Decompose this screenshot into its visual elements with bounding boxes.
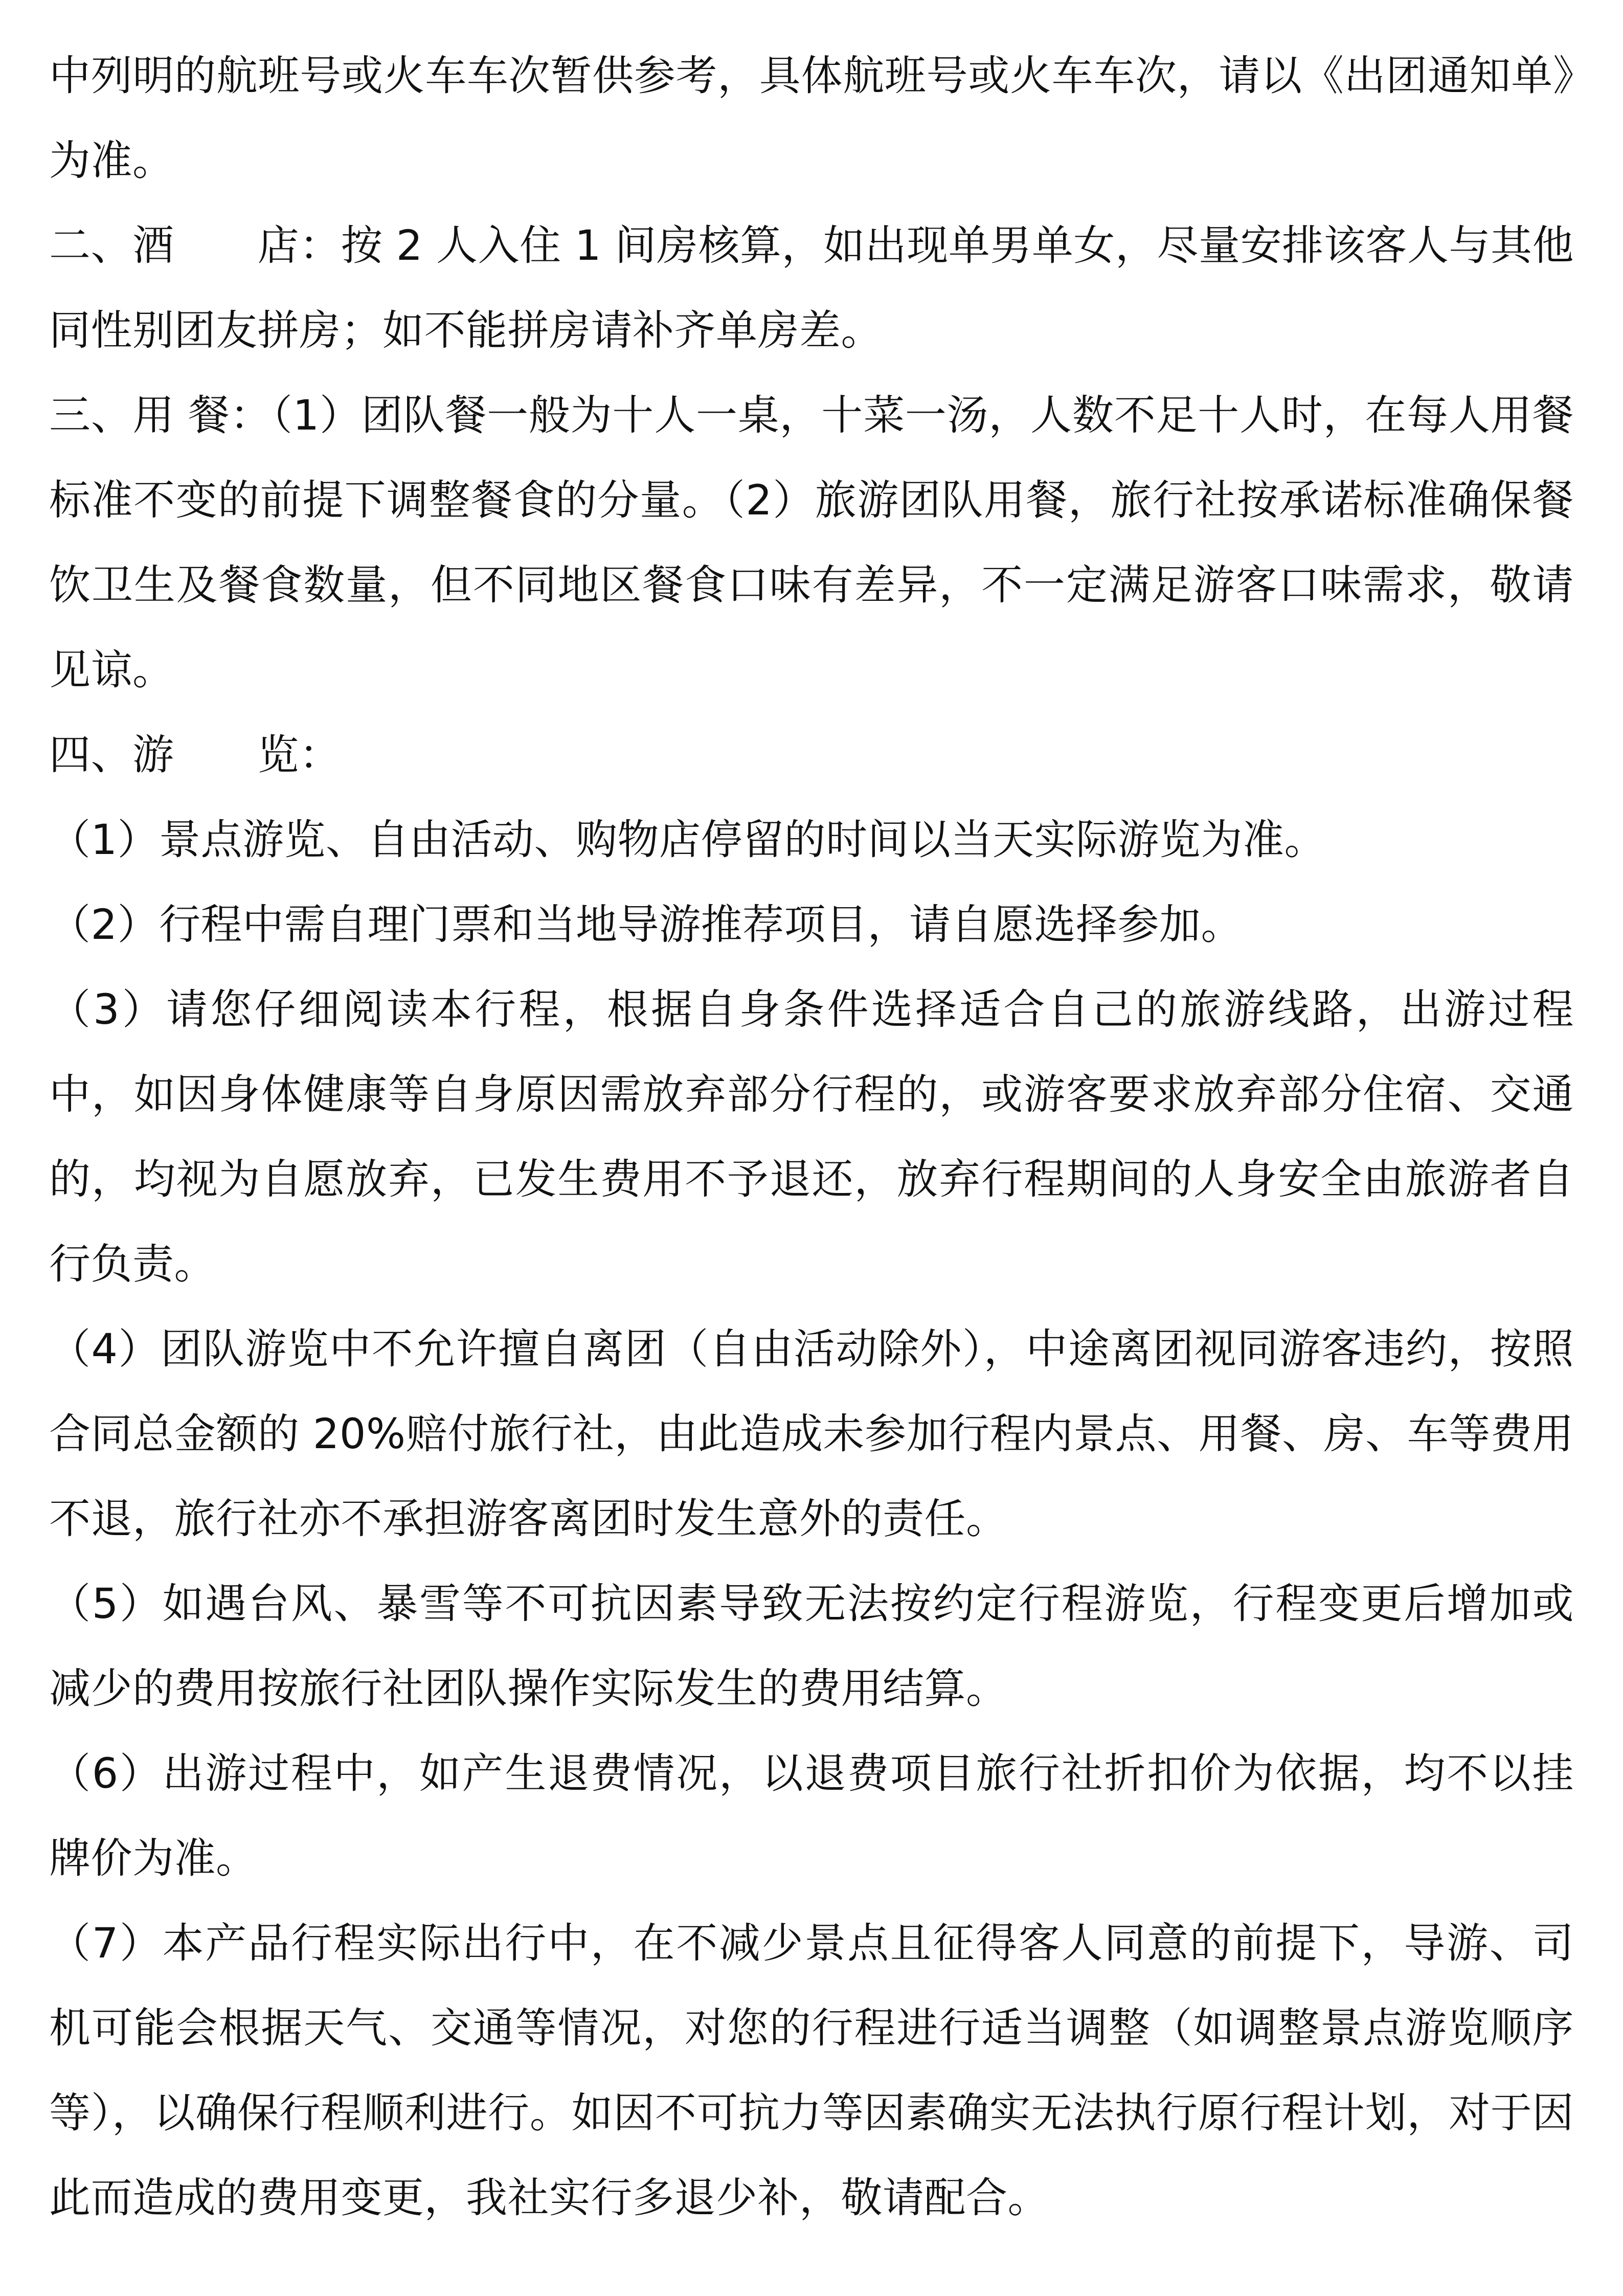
- paragraph-sightseeing-item-6: （6）出游过程中，如产生退费情况，以退费项目旅行社折扣价为依据，均不以挂牌价为准。: [49, 1750, 1574, 1883]
- paragraph-sightseeing-item-5: （5）如遇台风、暴雪等不可抗因素导致无法按约定行程游览，行程变更后增加或减少的费用按旅行社团队操作实际发生的费用结算。: [49, 1580, 1574, 1713]
- paragraph-sightseeing-item-3: （3）请您仔细阅读本行程，根据自身条件选择适合自己的旅游线路，出游过程中，如因身体健康等自身原因需放弃部分行程的，或游客要求放弃部分住宿、交通的，均视为自愿放弃，已发生费用不予退还，放弃行程期间的人身安全由旅游者自行负责。: [49, 986, 1574, 1289]
- document-body: [49, 34, 1574, 2241]
- paragraph-meals: 三、用 餐：（1）团队餐一般为十人一桌，十菜一汤，人数不足十人时，在每人用餐标准不变的前提下调整餐食的分量。（2）旅游团队用餐，旅行社按承诺标准确保餐饮卫生及餐食数量，但不同地区餐食口味有差异，不一定满足游客口味需求，敬请见谅。: [49, 392, 1574, 694]
- paragraph-sightseeing-heading: 四、游 览：: [49, 731, 341, 779]
- paragraph-sightseeing-item-2: （2）行程中需自理门票和当地导游推荐项目，请自愿选择参加。: [49, 901, 1243, 949]
- paragraph-sightseeing-item-7: （7）本产品行程实际出行中，在不减少景点且征得客人同意的前提下，导游、司机可能会根据天气、交通等情况，对您的行程进行适当调整（如调整景点游览顺序等），以确保行程顺利进行。如因不可抗力等因素确实无法执行原行程计划，对于因此而造成的费用变更，我社实行多退少补，敬请配合。: [49, 1920, 1574, 2222]
- paragraph-flight-note: 中列明的航班号或火车车次暂供参考，具体航班号或火车车次，请以《出团通知单》为准。: [49, 52, 1574, 185]
- paragraph-sightseeing-item-4: （4）团队游览中不允许擅自离团（自由活动除外），中途离团视同游客违约，按照合同总金额的 20%赔付旅行社，由此造成未参加行程内景点、用餐、房、车等费用不退，旅行社亦不承担游客离团时发生意外的责任。: [49, 1325, 1574, 1543]
- paragraph-sightseeing-item-1: （1）景点游览、自由活动、购物店停留的时间以当天实际游览为准。: [49, 816, 1326, 864]
- paragraph-hotel: 二、酒 店：按 2 人入住 1 间房核算，如出现单男单女，尽量安排该客人与其他同性别团友拼房；如不能拼房请补齐单房差。: [49, 222, 1574, 355]
